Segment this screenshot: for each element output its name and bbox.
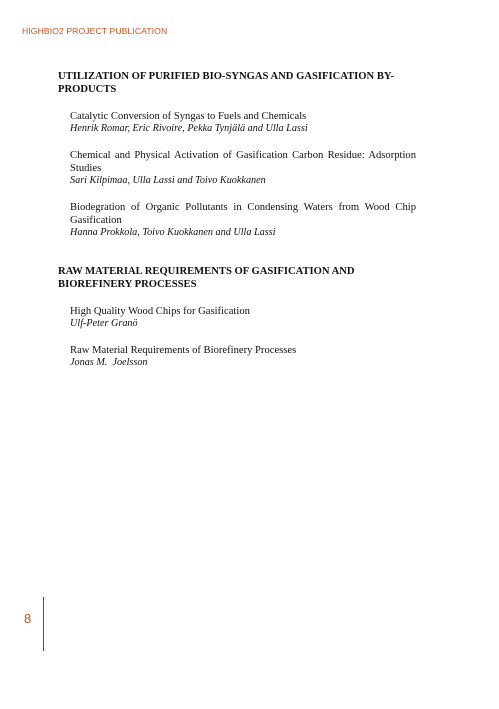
entry-authors: Ulf-Peter Granö: [70, 318, 138, 329]
entry-title: Biodegration of Organic Pollutants in Condensing Waters from Wood Chip Gasification: [70, 202, 416, 226]
entry-authors: Henrik Romar, Eric Rivoire, Pekka Tynjälä and Ulla Lassi: [70, 123, 308, 134]
toc-entry[interactable]: [70, 344, 416, 369]
entry-title: Catalytic Conversion of Syngas to Fuels and Chemicals: [70, 111, 307, 122]
toc-entry[interactable]: [70, 305, 416, 330]
entry-authors: Sari Kilpimaa, Ulla Lassi and Toivo Kuokkanen: [70, 175, 266, 186]
toc-entry[interactable]: [70, 110, 416, 135]
entry-authors: Jonas M. Joelsson: [70, 357, 148, 368]
entry-title: High Quality Wood Chips for Gasification: [70, 306, 250, 317]
page-number-divider: [43, 597, 44, 651]
section-raw-material: [58, 265, 420, 369]
running-header: HIGHBIO2 PROJECT PUBLICATION: [22, 26, 168, 36]
entry-title: Chemical and Physical Activation of Gasification Carbon Residue: Adsorption Studies: [70, 150, 416, 174]
toc-entry[interactable]: [70, 149, 416, 187]
section-heading: RAW MATERIAL REQUIREMENTS OF GASIFICATION AND BIOREFINERY PROCESSES: [58, 266, 355, 290]
entry-title: Raw Material Requirements of Biorefinery Processes: [70, 345, 297, 356]
entry-authors: Hanna Prokkola, Toivo Kuokkanen and Ulla Lassi: [70, 227, 276, 238]
page-number: 8: [24, 611, 32, 626]
section-utilization: [58, 70, 420, 239]
toc-entry[interactable]: [70, 201, 416, 239]
section-heading: UTILIZATION OF PURIFIED BIO-SYNGAS AND GASIFICATION BY-PRODUCTS: [58, 71, 395, 95]
